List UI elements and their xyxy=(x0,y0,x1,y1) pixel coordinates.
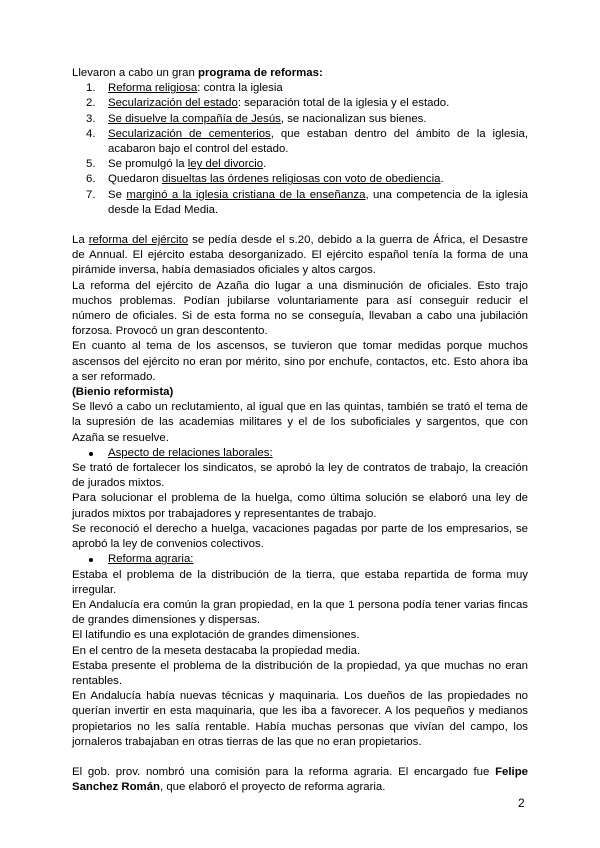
agrarian-bullet-text: Reforma agraria: xyxy=(108,553,194,566)
bullet-dot-icon xyxy=(89,558,93,562)
bullet-item xyxy=(72,446,528,461)
army-underlined: reforma del ejército xyxy=(88,234,189,247)
reform-prefix: Se xyxy=(108,188,127,201)
army-paragraph: Se llevó a cabo un reclutamiento, al igual que en las quintas, también se trató el tema de la supresión de las academias militares y el de los suboficiales y sargentos, que con Azaña se resuelve. xyxy=(72,401,528,444)
reform-text: , se nacionalizan sus bienes. xyxy=(280,112,427,125)
reform-item xyxy=(72,112,528,127)
labor-paragraph: Se trató de fortalecer los sindicatos, se aprobó la ley de contratos de trabajo, la creación de jurados mixtos. xyxy=(72,462,528,490)
labor-bullet-list xyxy=(72,446,528,461)
commission-paragraph xyxy=(72,765,528,795)
agrarian-paragraph: Estaba presente el problema de la distribución de la propiedad, ya que muchas no eran rentables. xyxy=(72,659,528,687)
reform-number: 6. xyxy=(86,173,96,186)
labor-paragraph: Se reconoció el derecho a huelga, vacaciones pagadas por parte de los empresarios, se aprobó la ley de convenios colectivos. xyxy=(72,522,528,551)
reform-text: . xyxy=(263,158,267,171)
reform-text: : contra la iglesia xyxy=(197,82,283,95)
reform-item xyxy=(72,157,528,172)
reform-item xyxy=(72,96,528,111)
commission-bold-name: Felipe Sanchez Román xyxy=(72,765,528,794)
army-paragraph: En cuanto al tema de los ascensos, se tuvieron que tomar medidas porque muchos ascensos del ejército no eran por mérito, sino por enchufe, contactos, etc. Esto ahora iba a ser reformado. xyxy=(72,340,528,383)
reform-underlined: Secularización del estado xyxy=(108,97,238,110)
section-heading xyxy=(72,385,528,400)
page-content xyxy=(72,66,528,795)
intro-text: Llevaron a cabo un gran xyxy=(72,67,199,79)
agrarian-paragraph: El latifundio es una explotación de grandes dimensiones. xyxy=(72,629,360,642)
reform-number: 7. xyxy=(86,188,96,201)
agrarian-paragraph: En Andalucía era común la gran propiedad, en la que 1 persona podía tener varias fincas de grandes dimensiones y dispersas. xyxy=(72,598,528,627)
agrarian-bullet-list xyxy=(72,552,528,567)
reform-underlined: Reforma religiosa xyxy=(108,82,198,95)
reform-number: 1. xyxy=(86,82,96,95)
army-text: se pedía desde el s.20, debido a la guerra de África, el Desastre de Annual. El ejército estaba desorganizado. El ejército español tenía la forma de una pirámide inversa, había demasiados oficiales y altos cargos. xyxy=(72,234,529,277)
intro-paragraph xyxy=(72,66,528,81)
reform-number: 2. xyxy=(86,97,96,110)
bullet-dot-icon xyxy=(89,452,93,456)
reform-prefix: Se promulgó la xyxy=(108,158,188,171)
agrarian-paragraph: Estaba el problema de la distribución de la tierra, que estaba repartida de forma muy irregular. xyxy=(72,568,528,596)
reform-text: : separación total de la iglesia y el estado. xyxy=(237,97,450,110)
bienio-heading: (Bienio reformista) xyxy=(72,386,174,399)
spacer xyxy=(72,750,528,765)
reform-underlined: Secularización de cementerios xyxy=(108,127,271,140)
commission-text: El gob. prov. nombró una comisión para la reforma agraria. El encargado fue xyxy=(72,765,496,778)
reform-underlined: disueltas las órdenes religiosas con voto de obediencia xyxy=(161,173,441,186)
reform-item xyxy=(72,127,528,157)
reform-number: 3. xyxy=(86,112,96,125)
reforms-list xyxy=(72,81,528,218)
reform-underlined: ley del divorcio xyxy=(187,158,264,171)
commission-rest: , que elaboró el proyecto de reforma agraria. xyxy=(159,781,386,794)
agrarian-paragraph: En el centro de la meseta destacaba la propiedad media. xyxy=(72,644,361,657)
intro-bold-text: programa de reformas: xyxy=(198,67,323,79)
army-prefix: La xyxy=(72,234,89,247)
agrarian-paragraph: En Andalucía había nuevas técnicas y maquinaria. Los dueños de las propiedades no querían invertir en esta maquinaria, que les iba a favorecer. A los pequeños y medianos propietarios no les salía rentable. Había muchas personas que vivían del campo, los jornaleros trabajaban en otras tierras de las que no eran propietarios. xyxy=(72,690,528,748)
reform-text: , una competencia de la iglesia desde la Edad Media. xyxy=(108,188,528,216)
reform-prefix: Quedaron xyxy=(108,173,162,186)
reform-item xyxy=(72,188,528,218)
bullet-item xyxy=(72,552,528,567)
reform-item xyxy=(72,172,528,187)
reform-underlined: Se disuelve la compañía de Jesús xyxy=(108,112,281,125)
reform-item xyxy=(72,81,528,96)
reform-number: 4. xyxy=(86,127,96,140)
spacer xyxy=(72,218,528,233)
army-paragraph xyxy=(72,233,528,279)
reform-number: 5. xyxy=(86,158,96,171)
army-paragraph: La reforma del ejército de Azaña dio lugar a una disminución de oficiales. Esto trajo muchos problemas. Podían jubilarse voluntariamente para así conseguir reducir el número de oficiales. Si de esta forma no se conseguía, llevaban a cabo una jubilación forzosa. Provocó un gran descontento. xyxy=(72,279,528,338)
reform-text: , que estaban dentro del ámbito de la iglesia, acabaron bajo el control del estado. xyxy=(108,127,529,156)
reform-text: . xyxy=(440,173,444,186)
labor-bullet-text: Aspecto de relaciones laborales: xyxy=(108,446,273,459)
reform-underlined: marginó a la iglesia cristiana de la enseñanza xyxy=(126,188,366,201)
page-number: 2 xyxy=(518,796,525,810)
labor-paragraph: Para solucionar el problema de la huelga, como última solución se elaboró una ley de jurados mixtos por trabajadores y representantes de trabajo. xyxy=(72,492,528,520)
